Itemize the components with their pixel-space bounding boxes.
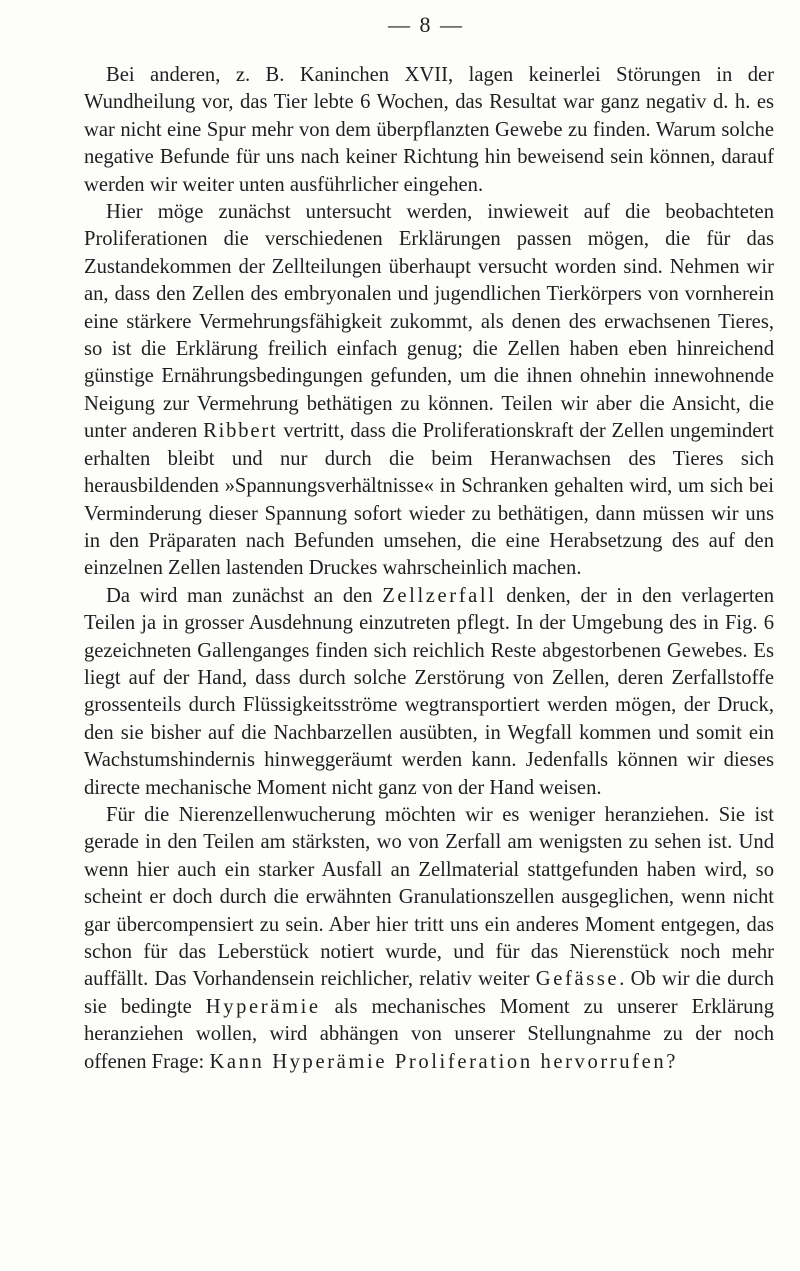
closing-question: Kann Hyperämie Proliferation hervorrufen? <box>209 1050 678 1073</box>
paragraph-4-text-a: Für die Nierenzellenwucherung möchten wir es weniger heranziehen. Sie ist gerade in den Teilen am stärksten, wo von Zerfall am wenigsten zu sehen ist. Und wenn hier auch ein starker Ausfall an Zellmaterial stattgefunden haben wird, so scheint er doch durch die erwähnten Granulationszellen ausgeglichen, wenn nicht gar übercompensiert zu sein. Aber hier tritt uns ein anderes Moment entgegen, das schon für das Leberstück notiert wurde, und für das Nierenstück noch mehr auffällt. Das Vorhandensein reichlicher, relativ weiter <box>84 803 774 991</box>
paragraph-3 <box>84 583 774 802</box>
term-zellzerfall: Zellzerfall <box>382 584 497 607</box>
paragraph-3-text-b: denken, der in den verlagerten Teilen ja in grosser Ausdehnung einzutreten pflegt. In der Umgebung des in Fig. 6 gezeichneten Gallenganges finden sich reichlich Reste abgestorbenen Gewebes. Es liegt auf der Hand, dass durch solche Zerstörung von Zellen, deren Zerfallstoffe grossenteils durch Flüssigkeitsströme wegtransportiert werden mögen, der Druck, den sie bisher auf die Nachbarzellen ausübten, in Wegfall kommen und somit ein Wachstumshindernis hinweggeräumt werden kann. Jedenfalls können wir dieses directe mechanische Moment nicht ganz von der Hand weisen. <box>84 584 774 799</box>
author-name-ribbert: Ribbert <box>203 420 278 443</box>
paragraph-2-text-a: Hier möge zunächst untersucht werden, inwieweit auf die beobachteten Proliferationen die verschiedenen Erklärungen passen mögen, die für das Zustandekommen der Zellteilungen überhaupt versucht worden sind. Nehmen wir an, dass den Zellen des embryonalen und jugendlichen Tierkörpers von vornherein eine stärkere Vermehrungsfähigkeit zukommt, als denen des erwachsenen Tieres, so ist die Erklärung freilich einfach genug; die Zellen haben eben hinreichend günstige Ernährungsbedingungen gefunden, um die ihnen ohnehin innewohnende Neigung zur Vermehrung bethätigen zu können. Teilen wir aber die Ansicht, die unter anderen <box>84 201 774 443</box>
paragraph-4-text-b: . Ob wir die durch sie bedingte <box>84 968 774 1018</box>
paragraph-4-text-c: als mechanisches Moment zu unserer Erklärung heranziehen wollen, wird abhängen von unserer Stellungnahme zu der noch offenen Frage: <box>84 995 774 1073</box>
paragraph-2 <box>84 199 774 583</box>
page-number: — 8 — <box>388 12 464 37</box>
paragraph-3-text-a: Da wird man zunächst an den <box>106 584 383 607</box>
term-hyperaemie: Hyperämie <box>205 995 321 1018</box>
paragraph-1: Bei anderen, z. B. Kaninchen XVII, lagen keinerlei Störungen in der Wundheilung vor, das Tier lebte 6 Wochen, das Resultat war ganz negativ d. h. es war nicht eine Spur mehr von dem überpflanzten Gewebe zu finden. Warum solche negative Befunde für uns nach keiner Richtung hin beweisend sein können, darauf werden wir weiter unten ausführlicher eingehen. <box>84 64 774 196</box>
body-text <box>84 62 774 1076</box>
paragraph-4 <box>84 802 774 1076</box>
term-gefaesse: Gefässe <box>535 968 620 991</box>
paragraph-2-text-b: vertritt, dass die Proliferationskraft der Zellen ungemindert erhalten bleibt und nur durch die beim Heranwachsen des Tieres sich herausbildenden »Spannungsverhältnisse« in Schranken gehalten wird, um sich bei Verminderung dieser Spannung sofort wieder zu bethätigen, dann müssen wir uns in den Präparaten nach Befunden umsehen, die eine Herabsetzung des auf den einzelnen Zellen lastenden Druckes wahrscheinlich machen. <box>84 420 774 580</box>
